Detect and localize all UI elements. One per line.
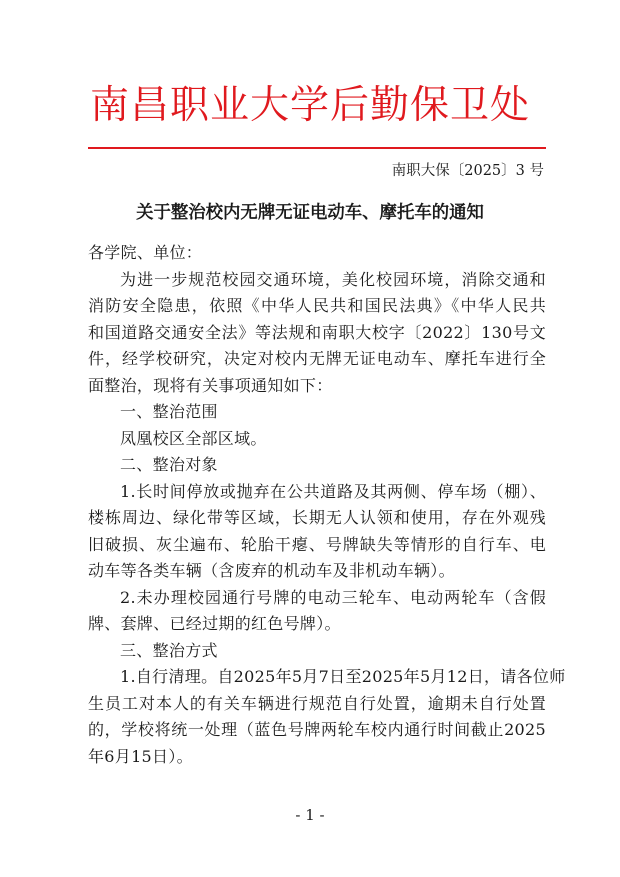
document-body (88, 240, 566, 770)
target-item-2-line: 2.未办理校园通行号牌的电动三轮车、电动两轮车（含假 (120, 587, 546, 607)
section-heading-methods: 三、整治方式 (120, 640, 218, 660)
page-number: - 1 - (295, 806, 325, 824)
section-heading-scope: 一、整治范围 (120, 402, 218, 421)
target-item-1-line: 1.长时间停放或抛弃在公共道路及其两侧、停车场（棚）、 (120, 481, 546, 501)
intro-line: 为进一步规范校园交通环境，美化校园环境，消除交通和 (120, 269, 546, 289)
header-red-rule (88, 147, 546, 149)
target-item-1-line: 动车等各类车辆（含废弃的机动车及非机动车辆）。 (88, 561, 455, 580)
section-heading-targets: 二、整治对象 (120, 455, 218, 474)
intro-line: 件，经学校研究，决定对校内无牌无证电动车、摩托车进行全 (88, 349, 546, 368)
intro-line: 和国道路交通安全法》等法规和南职大校字〔2022〕130号文 (88, 322, 546, 342)
target-item-1-line: 旧破损、灰尘遍布、轮胎干瘪、号牌缺失等情形的自行车、电 (88, 534, 546, 554)
org-header-title: 南昌职业大学后勤保卫处 (89, 83, 530, 128)
document-title: 关于整治校内无牌无证电动车、摩托车的通知 (136, 203, 484, 223)
target-item-2-line: 牌、套牌、已经过期的红色号牌）。 (88, 614, 341, 633)
method-item-1-line: 年6月15日）。 (88, 746, 193, 766)
method-item-1-line: 生员工对本人的有关车辆进行规范自行处置，逾期未自行处置 (88, 693, 546, 713)
method-item-1-line: 1.自行清理。自2025年5月7日至2025年5月12日，请各位师 (120, 667, 566, 686)
salutation: 各学院、单位： (88, 243, 203, 262)
method-item-1-line: 的，学校将统一处理（蓝色号牌两轮车校内通行时间截止2025 (88, 720, 546, 739)
intro-line: 消防安全隐患，依照《中华人民共和国民法典》《中华人民共 (88, 296, 546, 315)
intro-line: 面整治，现将有关事项通知如下： (88, 375, 333, 395)
target-item-1-line: 楼栋周边、绿化带等区域，长期无人认领和使用，存在外观残 (88, 508, 546, 527)
document-number: 南职大保〔2025〕3 号 (391, 163, 544, 179)
section-text-scope: 凤凰校区全部区域。 (120, 428, 267, 448)
